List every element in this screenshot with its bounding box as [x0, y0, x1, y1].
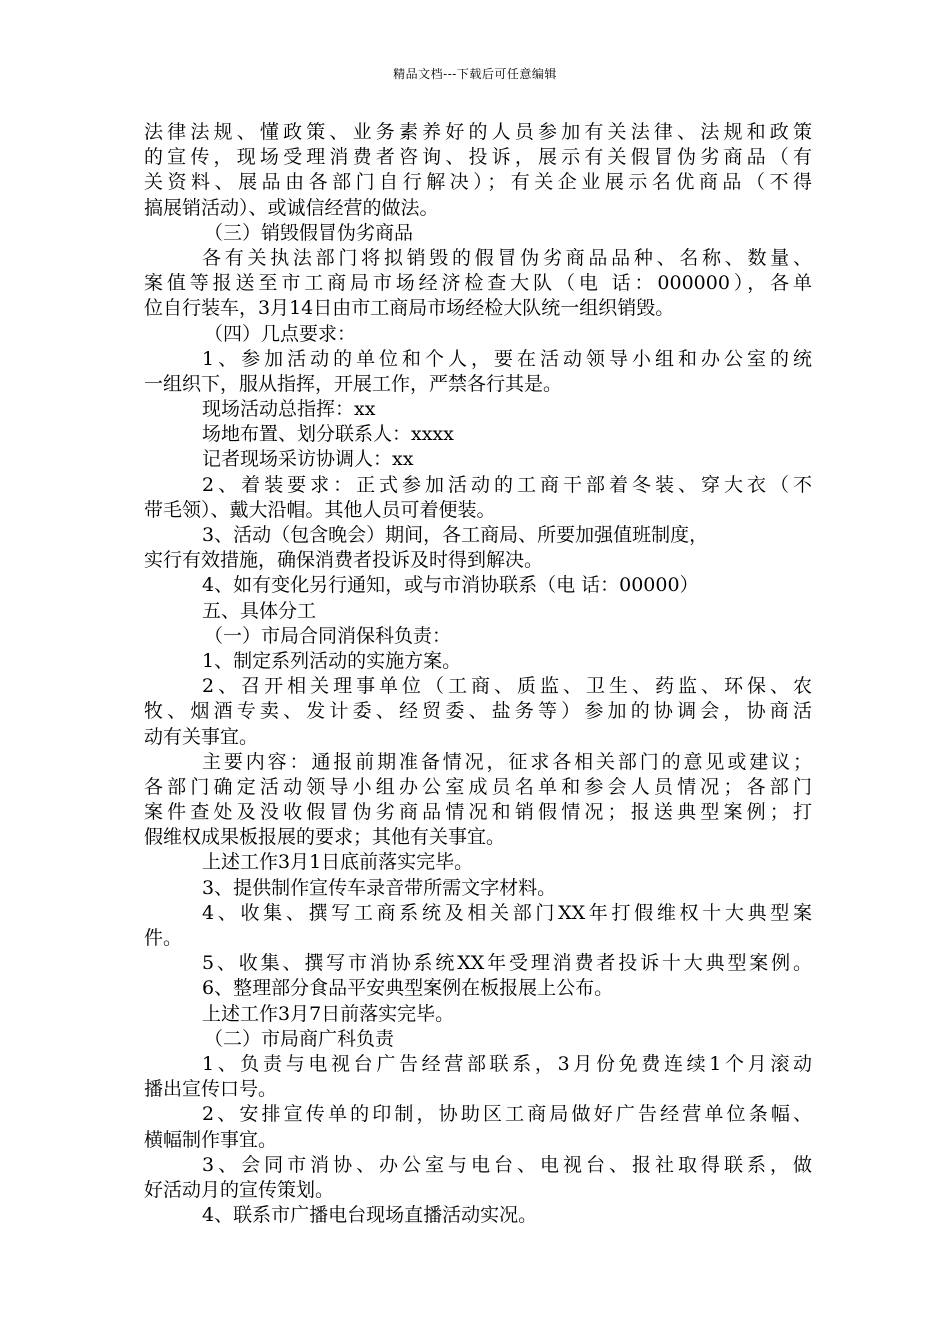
- section-heading: 五、具体分工: [202, 599, 317, 622]
- paragraph-line: 带毛领）、戴大沿帽。其他人员可着便装。: [144, 498, 496, 521]
- paragraph-line: 搞展销活动）、或诚信经营的做法。: [144, 196, 439, 219]
- paragraph-line: 案件查处及没收假冒伪劣商品情况和销假情况；报送典型案例；打: [144, 801, 812, 824]
- paragraph-line: 2、安排宣传单的印制，协助区工商局做好广告经营单位条幅、: [202, 1103, 812, 1126]
- paragraph-line: 动有关事宜。: [144, 725, 259, 748]
- section-heading: （三）销毁假冒伪劣商品: [204, 221, 414, 244]
- paragraph-line: 横幅制作事宜。: [144, 1128, 278, 1151]
- paragraph-line: 牧、烟酒专卖、发计委、经贸委、盐务等）参加的协调会，协商活: [144, 700, 812, 723]
- paragraph-line: 案值等报送至市工商局市场经济检查大队（电 话：000000），各单: [144, 272, 812, 295]
- paragraph-line: 4、收集、撰写工商系统及相关部门XX年打假维权十大典型案: [202, 901, 812, 924]
- paragraph-line: 1、负责与电视台广告经营部联系，3月份免费连续1个月滚动: [202, 1052, 812, 1075]
- paragraph-line: 假维权成果板报展的要求；其他有关事宜。: [144, 826, 506, 849]
- paragraph-line: 2、召开相关理事单位（工商、质监、卫生、药监、环保、农: [202, 675, 812, 698]
- paragraph-line: 关资料、展品由各部门自行解决）；有关企业展示名优商品（不得: [144, 171, 812, 194]
- paragraph-line: 3、活动（包含晚会）期间，各工商局、所要加强值班制度，: [202, 524, 709, 546]
- paragraph-line: 3、会同市消协、办公室与电台、电视台、报社取得联系，做: [202, 1153, 812, 1176]
- section-heading: （四）几点要求：: [204, 322, 357, 345]
- paragraph-line: 5、收集、撰写市消协系统XX年受理消费者投诉十大典型案例。: [202, 952, 812, 975]
- paragraph-line: 位自行装车，3月14日由市工商局市场经检大队统一组织销毁。: [144, 297, 675, 320]
- paragraph-line: 件。: [144, 927, 183, 949]
- paragraph-line: 上述工作3月7日前落实完毕。: [202, 1002, 455, 1025]
- paragraph-line: 2、着装要求：正式参加活动的工商干部着冬装、穿大衣（不: [202, 473, 812, 496]
- paragraph-line: 各有关执法部门将拟销毁的假冒伪劣商品品种、名称、数量、: [202, 246, 812, 269]
- paragraph-line: 1、参加活动的单位和个人，要在活动领导小组和办公室的统: [202, 347, 812, 370]
- page-header: 精品文档---下载后可任意编辑: [393, 67, 557, 81]
- paragraph-line: 实行有效措施，确保消费者投诉及时得到解决。: [144, 549, 544, 572]
- paragraph-line: 4、联系市广播电台现场直播活动实况。: [202, 1204, 538, 1227]
- paragraph-line: 3、提供制作宣传车录音带所需文字材料。: [202, 876, 557, 899]
- paragraph-line: 主要内容：通报前期准备情况，征求各相关部门的意见或建议；: [202, 750, 812, 773]
- paragraph-line: 各部门确定活动领导小组办公室成员名单和参会人员情况；各部门: [144, 775, 812, 798]
- paragraph-line: 6、整理部分食品平安典型案例在板报展上公布。: [202, 977, 614, 1000]
- paragraph-line: 上述工作3月1日底前落实完毕。: [202, 851, 474, 874]
- paragraph-line: 场地布置、划分联系人：xxxx: [202, 423, 454, 446]
- paragraph-line: 4、如有变化另行通知，或与市消协联系（电 话：00000）: [202, 574, 699, 597]
- paragraph-line: 好活动月的宣传策划。: [144, 1178, 335, 1201]
- paragraph-line: 法律法规、懂政策、业务素养好的人员参加有关法律、法规和政策: [144, 121, 812, 143]
- section-heading: （二）市局商广科负责: [204, 1027, 395, 1050]
- paragraph-line: 记者现场采访协调人：xx: [202, 448, 414, 471]
- paragraph-line: 的宣传，现场受理消费者咨询、投诉，展示有关假冒伪劣商品（有: [144, 146, 812, 169]
- paragraph-line: 一组织下，服从指挥，开展工作，严禁各行其是。: [144, 372, 563, 395]
- document-body: [144, 120, 812, 1228]
- paragraph-line: 播出宣传口号。: [144, 1078, 278, 1101]
- paragraph-line: 1、制定系列活动的实施方案。: [202, 649, 462, 672]
- section-heading: （一）市局合同消保科负责：: [204, 624, 452, 647]
- paragraph-line: 现场活动总指挥：xx: [202, 398, 376, 421]
